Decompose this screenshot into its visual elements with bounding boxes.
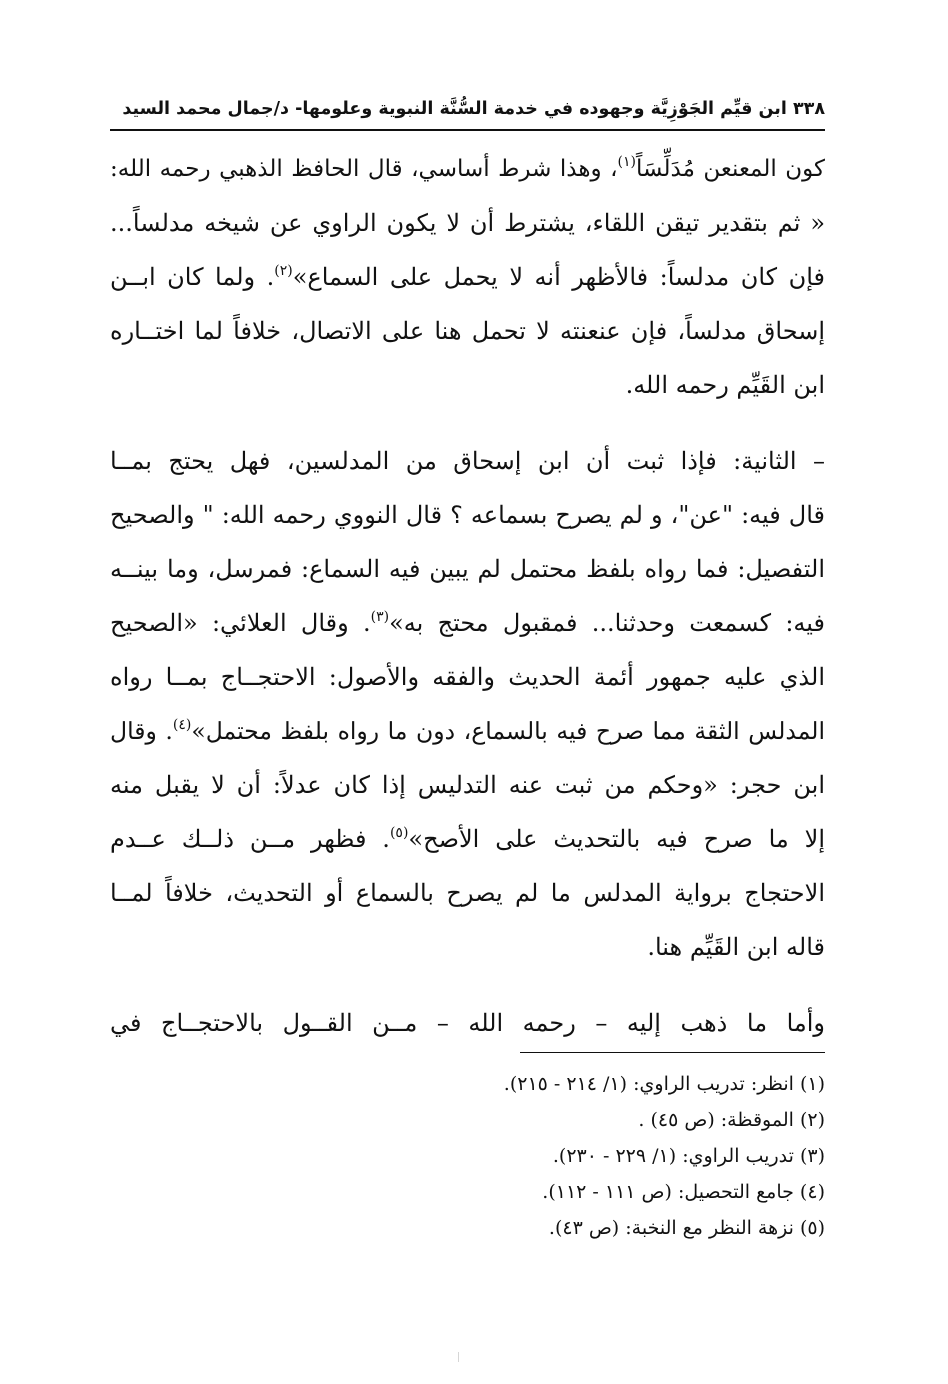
footnote-item: (٤) جامع التحصيل: (ص ١١١ - ١١٢). (542, 1181, 825, 1203)
text-line: الاحتجاج برواية المدلس ما لم يصرح بالسماع أو التحديث، خلافاً لمــا (110, 879, 825, 907)
text-line: فيه: كسمعت وحدثنا... فمقبول محتج به»$^{(٣)}$. وقال العلائي: «الصحيح (110, 609, 825, 637)
scan-speck (458, 1352, 459, 1362)
header-rule (110, 129, 825, 131)
footnote-rule (520, 1052, 825, 1053)
text-line: – الثانية: فإذا ثبت أن ابن إسحاق من المدلسين، فهل يحتج بمــا (110, 447, 825, 475)
text-line: إلا ما صرح فيه بالتحديث على الأصح»$^{(٥)}$. فظهر مــن ذلــك عــدم (110, 825, 825, 853)
main-text (110, 142, 825, 1050)
text-line: فإن كان مدلساً: فالأظهر أنه لا يحمل على السماع»$^{(٢)}$. ولما كان ابــن (110, 263, 825, 291)
text-line: المدلس الثقة مما صرح فيه بالسماع، دون ما رواه بلفظ محتمل»$^{(٤)}$. وقال (110, 717, 825, 745)
paragraph-gap (110, 412, 825, 434)
footnote-ref: (٢) (274, 263, 293, 279)
text-line: قال فيه: "عن"، و لم يصرح بسماعه ؟ قال النووي رحمه الله: " والصحيح (110, 501, 825, 529)
footnote-item: (٢) الموقظة: (ص ٤٥) . (638, 1109, 825, 1131)
text-line: ابن حجر: «وحكم من ثبت عنه التدليس إذا كان عدلاً: أن لا يقبل منه (110, 771, 825, 799)
footnote-item: (٣) تدريب الراوي: (١/ ٢٢٩ - ٢٣٠). (552, 1145, 825, 1167)
paragraph-2 (110, 434, 825, 974)
text-line: الذي عليه جمهور أئمة الحديث والفقه والأصول: الاحتجــاج بمــا رواه (110, 663, 825, 691)
text-line: إسحاق مدلساً، فإن عنعنته لا تحمل هنا على الاتصال، خلافاً لما اختــاره (110, 317, 826, 345)
text-line: ابن القَيِّم رحمه الله. (625, 371, 825, 399)
text-line: وأما ما ذهب إليه – رحمه الله – مــن القــول بالاحتجــاج في (110, 1009, 825, 1037)
text-line: « ثم بتقدير تيقن اللقاء، يشترط أن لا يكون الراوي عن شيخه مدلساً... (110, 209, 825, 237)
text-line: قاله ابن القَيِّم هنا. (647, 933, 825, 961)
text-line: كون المعنعن مُدَلِّسَاً$^{(١)}$، وهذا شرط أساسي، قال الحافظ الذهبي رحمه الله: (110, 154, 825, 182)
footnote-ref: (٤) (172, 717, 192, 733)
footnotes (110, 1066, 825, 1246)
paragraph-1 (110, 142, 825, 412)
footnote-ref: (١) (617, 154, 636, 170)
footnote-item: (١) انظر: تدريب الراوي: (١/ ٢١٤ - ٢١٥). (503, 1073, 825, 1095)
paragraph-gap (110, 974, 825, 996)
footnote-ref: (٥) (389, 825, 409, 841)
paragraph-3 (110, 996, 825, 1050)
running-head: ٣٣٨ ابن قيِّم الجَوْزِيَّة وجهوده في خدمة السُّنَّة النبوية وعلومها- د/جمال محمد السيد (122, 99, 825, 119)
footnote-item: (٥) نزهة النظر مع النخبة: (ص ٤٣). (548, 1217, 825, 1239)
footnote-ref: (٣) (370, 609, 390, 625)
text-line: التفصيل: فما رواه بلفظ محتمل لم يبين فيه السماع: فمرسل، وما بينــه (110, 555, 825, 583)
